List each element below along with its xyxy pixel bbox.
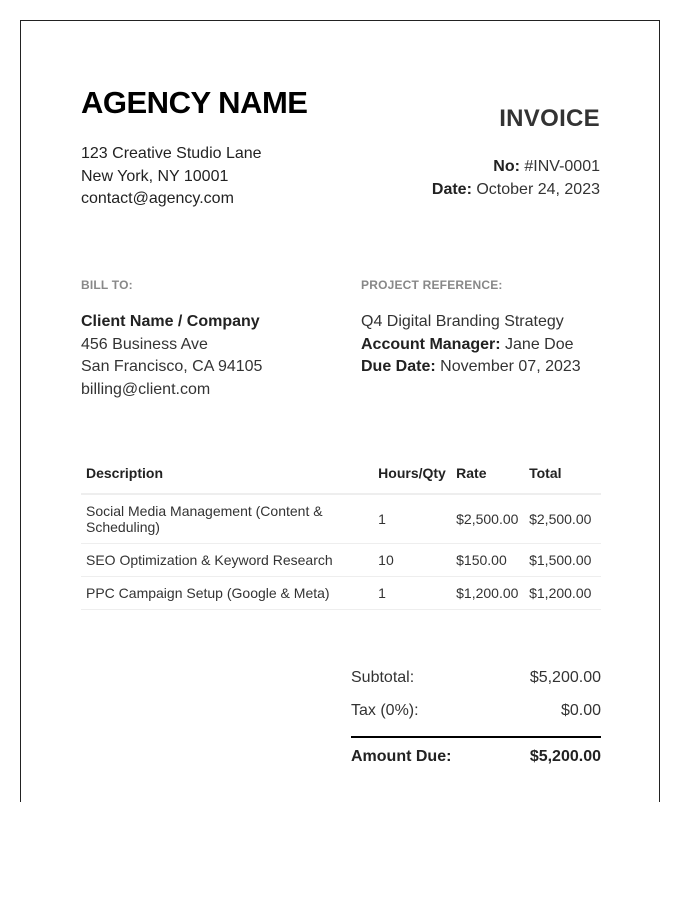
subtotal-row bbox=[351, 661, 601, 694]
agency-address bbox=[81, 143, 262, 211]
totals-block bbox=[351, 661, 601, 766]
subtotal-value: $5,200.00 bbox=[529, 668, 601, 686]
project-block bbox=[361, 311, 581, 379]
row-description: Social Media Management (Content & Scheduling) bbox=[81, 494, 373, 544]
tax-value: $0.00 bbox=[560, 701, 601, 719]
row-qty: 1 bbox=[373, 577, 451, 610]
invoice-date: October 24, 2023 bbox=[476, 181, 600, 198]
row-total: $2,500.00 bbox=[524, 494, 601, 544]
subtotal-label: Subtotal: bbox=[351, 668, 415, 686]
due-date: November 07, 2023 bbox=[440, 358, 581, 375]
row-description: SEO Optimization & Keyword Research bbox=[81, 544, 373, 577]
header-description: Description bbox=[81, 453, 373, 494]
tax-row bbox=[351, 694, 601, 727]
table-row bbox=[81, 494, 601, 544]
invoice-page bbox=[20, 20, 660, 802]
invoice-date-line bbox=[432, 178, 600, 201]
invoice-meta bbox=[432, 155, 600, 201]
amount-due-value: $5,200.00 bbox=[529, 748, 601, 765]
row-total: $1,200.00 bbox=[524, 577, 601, 610]
table-row bbox=[81, 577, 601, 610]
header-qty: Hours/Qty bbox=[373, 453, 451, 494]
due-date-line bbox=[361, 356, 581, 379]
invoice-number: #INV-0001 bbox=[524, 158, 600, 175]
client-address-line2: San Francisco, CA 94105 bbox=[81, 358, 263, 375]
project-name: Q4 Digital Branding Strategy bbox=[361, 313, 564, 330]
invoice-title: INVOICE bbox=[499, 105, 600, 132]
account-manager: Jane Doe bbox=[505, 335, 574, 353]
bill-to-block bbox=[81, 311, 262, 401]
invoice-date-label: Date: bbox=[431, 181, 472, 198]
account-manager-line bbox=[361, 334, 581, 357]
amount-due-label: Amount Due: bbox=[351, 748, 452, 765]
line-items-table bbox=[81, 453, 601, 610]
agency-address-line2: New York, NY 10001 bbox=[81, 167, 229, 185]
due-date-label: Due Date: bbox=[361, 358, 436, 375]
agency-email: contact@agency.com bbox=[81, 190, 234, 207]
row-qty: 10 bbox=[373, 544, 451, 577]
header-total: Total bbox=[524, 453, 601, 494]
client-name: Client Name / Company bbox=[81, 313, 260, 330]
agency-address-line1: 123 Creative Studio Lane bbox=[81, 145, 262, 162]
totals-divider bbox=[351, 736, 601, 738]
row-qty: 1 bbox=[373, 494, 451, 544]
header-rate: Rate bbox=[451, 453, 524, 494]
bill-to-label: BILL TO: bbox=[81, 278, 133, 292]
invoice-number-line bbox=[432, 155, 600, 178]
client-email: billing@client.com bbox=[81, 380, 211, 398]
row-rate: $150.00 bbox=[451, 544, 524, 577]
tax-label: Tax (0%): bbox=[351, 701, 419, 719]
invoice-number-label: No: bbox=[493, 158, 520, 175]
row-rate: $2,500.00 bbox=[451, 494, 524, 544]
row-rate: $1,200.00 bbox=[451, 577, 524, 610]
row-total: $1,500.00 bbox=[524, 544, 601, 577]
account-manager-label: Account Manager: bbox=[361, 335, 501, 353]
table-header-row bbox=[81, 453, 601, 494]
project-reference-label: PROJECT REFERENCE: bbox=[361, 278, 503, 292]
table-row bbox=[81, 544, 601, 577]
row-description: PPC Campaign Setup (Google & Meta) bbox=[81, 577, 373, 610]
agency-name: AGENCY NAME bbox=[81, 85, 308, 120]
amount-due-row bbox=[351, 748, 601, 766]
client-address-line1: 456 Business Ave bbox=[81, 335, 208, 353]
